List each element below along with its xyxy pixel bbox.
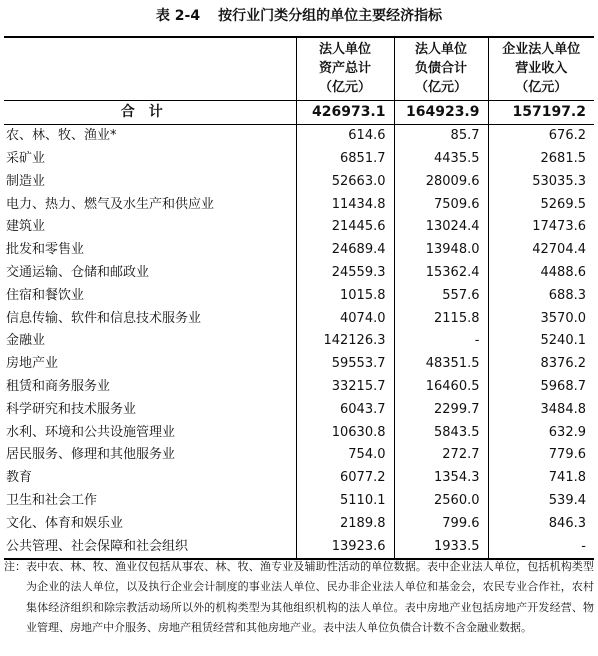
industry-name: 制造业 [6, 173, 46, 189]
industry-name: 金融业 [6, 333, 46, 349]
liabilities-value: 15362.4 [394, 262, 488, 285]
total-assets: 426973.1 [296, 101, 394, 125]
revenue-value: 5240.1 [488, 330, 594, 353]
revenue-value: 8376.2 [488, 353, 594, 376]
revenue-value: 3484.8 [488, 398, 594, 421]
revenue-value: 2681.5 [488, 148, 594, 171]
industry-name: 租赁和商务服务业 [6, 378, 111, 394]
liabilities-header-line1: 法人单位 [414, 42, 467, 57]
table-row [4, 216, 594, 239]
liabilities-value: 13948.0 [394, 239, 488, 262]
table-row [4, 307, 594, 330]
liabilities-value: 557.6 [394, 284, 488, 307]
footnote-text: 表中农、林、牧、渔业仅包括从事农、林、牧、渔专业及辅助性活动的单位数据。表中企业法人单位，包括机构类型为企业的法人单位，以及执行企业会计制度的事业法人单位、民办非企业法人单位和基金会，农民专业合作社，农村集体经济组织和除宗教活动场所以外的机构类型为其他组织机构的法人单位。表中房地产业包括房地产开发经营、物业管理、房地产中介服务、房地产租赁经营和其他房地产业。表中法人单位负债合计数不含金融业数据。 [26, 560, 594, 635]
category-header [4, 37, 296, 101]
table-row [4, 376, 594, 399]
liabilities-value: 2115.8 [394, 307, 488, 330]
assets-value: 6043.7 [296, 398, 394, 421]
revenue-value: 539.4 [488, 490, 594, 513]
assets-value: 52663.0 [296, 170, 394, 193]
assets-header-line1: 法人单位 [318, 42, 371, 57]
assets-value: 754.0 [296, 444, 394, 467]
revenue-header-unit: （亿元） [515, 80, 568, 95]
liabilities-value: 272.7 [394, 444, 488, 467]
assets-value: 59553.7 [296, 353, 394, 376]
assets-value: 24559.3 [296, 262, 394, 285]
assets-value: 10630.8 [296, 421, 394, 444]
revenue-header [488, 37, 594, 101]
industry-name: 批发和零售业 [6, 242, 85, 258]
table-footnote [4, 557, 594, 639]
liabilities-header-unit: （亿元） [414, 80, 467, 95]
liabilities-value: 28009.6 [394, 170, 488, 193]
assets-value: 33215.7 [296, 376, 394, 399]
table-row [4, 148, 594, 171]
liabilities-value: 16460.5 [394, 376, 488, 399]
liabilities-value: 2560.0 [394, 490, 488, 513]
revenue-value: 5269.5 [488, 193, 594, 216]
footnote-prefix: 注： [4, 560, 26, 573]
table-row [4, 512, 594, 535]
industry-name: 采矿业 [6, 150, 46, 166]
revenue-value: 4488.6 [488, 262, 594, 285]
liabilities-value: 5843.5 [394, 421, 488, 444]
revenue-value: 846.3 [488, 512, 594, 535]
total-liabilities: 164923.9 [394, 101, 488, 125]
revenue-header-line2: 营业收入 [515, 61, 568, 76]
table-number: 表 2-4 [155, 8, 201, 24]
assets-value: 21445.6 [296, 216, 394, 239]
industry-name: 电力、热力、燃气及水生产和供应业 [6, 196, 215, 212]
industry-name: 水利、环境和公共设施管理业 [6, 424, 176, 440]
table-row [4, 330, 594, 353]
table-row [4, 444, 594, 467]
industry-name: 居民服务、修理和其他服务业 [6, 447, 176, 463]
assets-value: 11434.8 [296, 193, 394, 216]
liabilities-value: 13024.4 [394, 216, 488, 239]
industry-name: 公共管理、社会保障和社会组织 [4, 535, 296, 559]
industry-name: 教育 [6, 470, 33, 486]
revenue-value: 632.9 [488, 421, 594, 444]
liabilities-value: 2299.7 [394, 398, 488, 421]
economic-indicators-table [4, 36, 594, 560]
liabilities-value: 799.6 [394, 512, 488, 535]
industry-name: 建筑业 [6, 219, 46, 235]
assets-value: 1015.8 [296, 284, 394, 307]
table-row [4, 284, 594, 307]
revenue-value: 676.2 [488, 124, 594, 147]
table-row [4, 421, 594, 444]
assets-value: 6077.2 [296, 467, 394, 490]
assets-value: 4074.0 [296, 307, 394, 330]
liabilities-value: 48351.5 [394, 353, 488, 376]
assets-value: 5110.1 [296, 490, 394, 513]
industry-name: 房地产业 [6, 356, 59, 372]
industry-name: 信息传输、软件和信息技术服务业 [6, 310, 202, 326]
table-row [4, 353, 594, 376]
liabilities-header-line2: 负债合计 [414, 61, 467, 76]
table-row [4, 170, 594, 193]
table-row [4, 490, 594, 513]
table-row [4, 262, 594, 285]
revenue-value: 741.8 [488, 467, 594, 490]
industry-name: 交通运输、仓储和邮政业 [6, 264, 150, 280]
liabilities-header [394, 37, 488, 101]
table-title [0, 6, 598, 26]
liabilities-value: 85.7 [394, 124, 488, 147]
assets-value: 24689.4 [296, 239, 394, 262]
industry-name: 农、林、牧、渔业* [6, 128, 117, 144]
industry-name: 卫生和社会工作 [6, 492, 98, 508]
liabilities-value: 7509.6 [394, 193, 488, 216]
revenue-value: - [488, 535, 594, 559]
liabilities-value: 4435.5 [394, 148, 488, 171]
table-row [4, 124, 594, 147]
table-row [4, 398, 594, 421]
revenue-value: 42704.4 [488, 239, 594, 262]
total-revenue: 157197.2 [488, 101, 594, 125]
assets-header-unit: （亿元） [318, 80, 371, 95]
revenue-value: 17473.6 [488, 216, 594, 239]
revenue-value: 53035.3 [488, 170, 594, 193]
industry-name: 文化、体育和娱乐业 [6, 515, 124, 531]
assets-value: 614.6 [296, 124, 394, 147]
liabilities-value: - [394, 330, 488, 353]
revenue-value: 5968.7 [488, 376, 594, 399]
assets-value: 142126.3 [296, 330, 394, 353]
header-row [4, 37, 594, 101]
assets-value: 13923.6 [296, 535, 394, 559]
table-row [4, 193, 594, 216]
assets-value: 6851.7 [296, 148, 394, 171]
revenue-value: 779.6 [488, 444, 594, 467]
revenue-header-line1: 企业法人单位 [502, 42, 581, 57]
liabilities-value: 1933.5 [394, 535, 488, 559]
revenue-value: 3570.0 [488, 307, 594, 330]
industry-name: 科学研究和技术服务业 [6, 401, 137, 417]
table-row [4, 535, 594, 559]
assets-header [296, 37, 394, 101]
revenue-value: 688.3 [488, 284, 594, 307]
table-row [4, 467, 594, 490]
table-title-text: 按行业门类分组的单位主要经济指标 [218, 8, 443, 24]
total-row [4, 101, 594, 125]
assets-header-line2: 资产总计 [318, 61, 371, 76]
industry-name: 住宿和餐饮业 [6, 287, 85, 303]
table-row [4, 239, 594, 262]
total-label: 合计 [4, 101, 296, 125]
liabilities-value: 1354.3 [394, 467, 488, 490]
assets-value: 2189.8 [296, 512, 394, 535]
